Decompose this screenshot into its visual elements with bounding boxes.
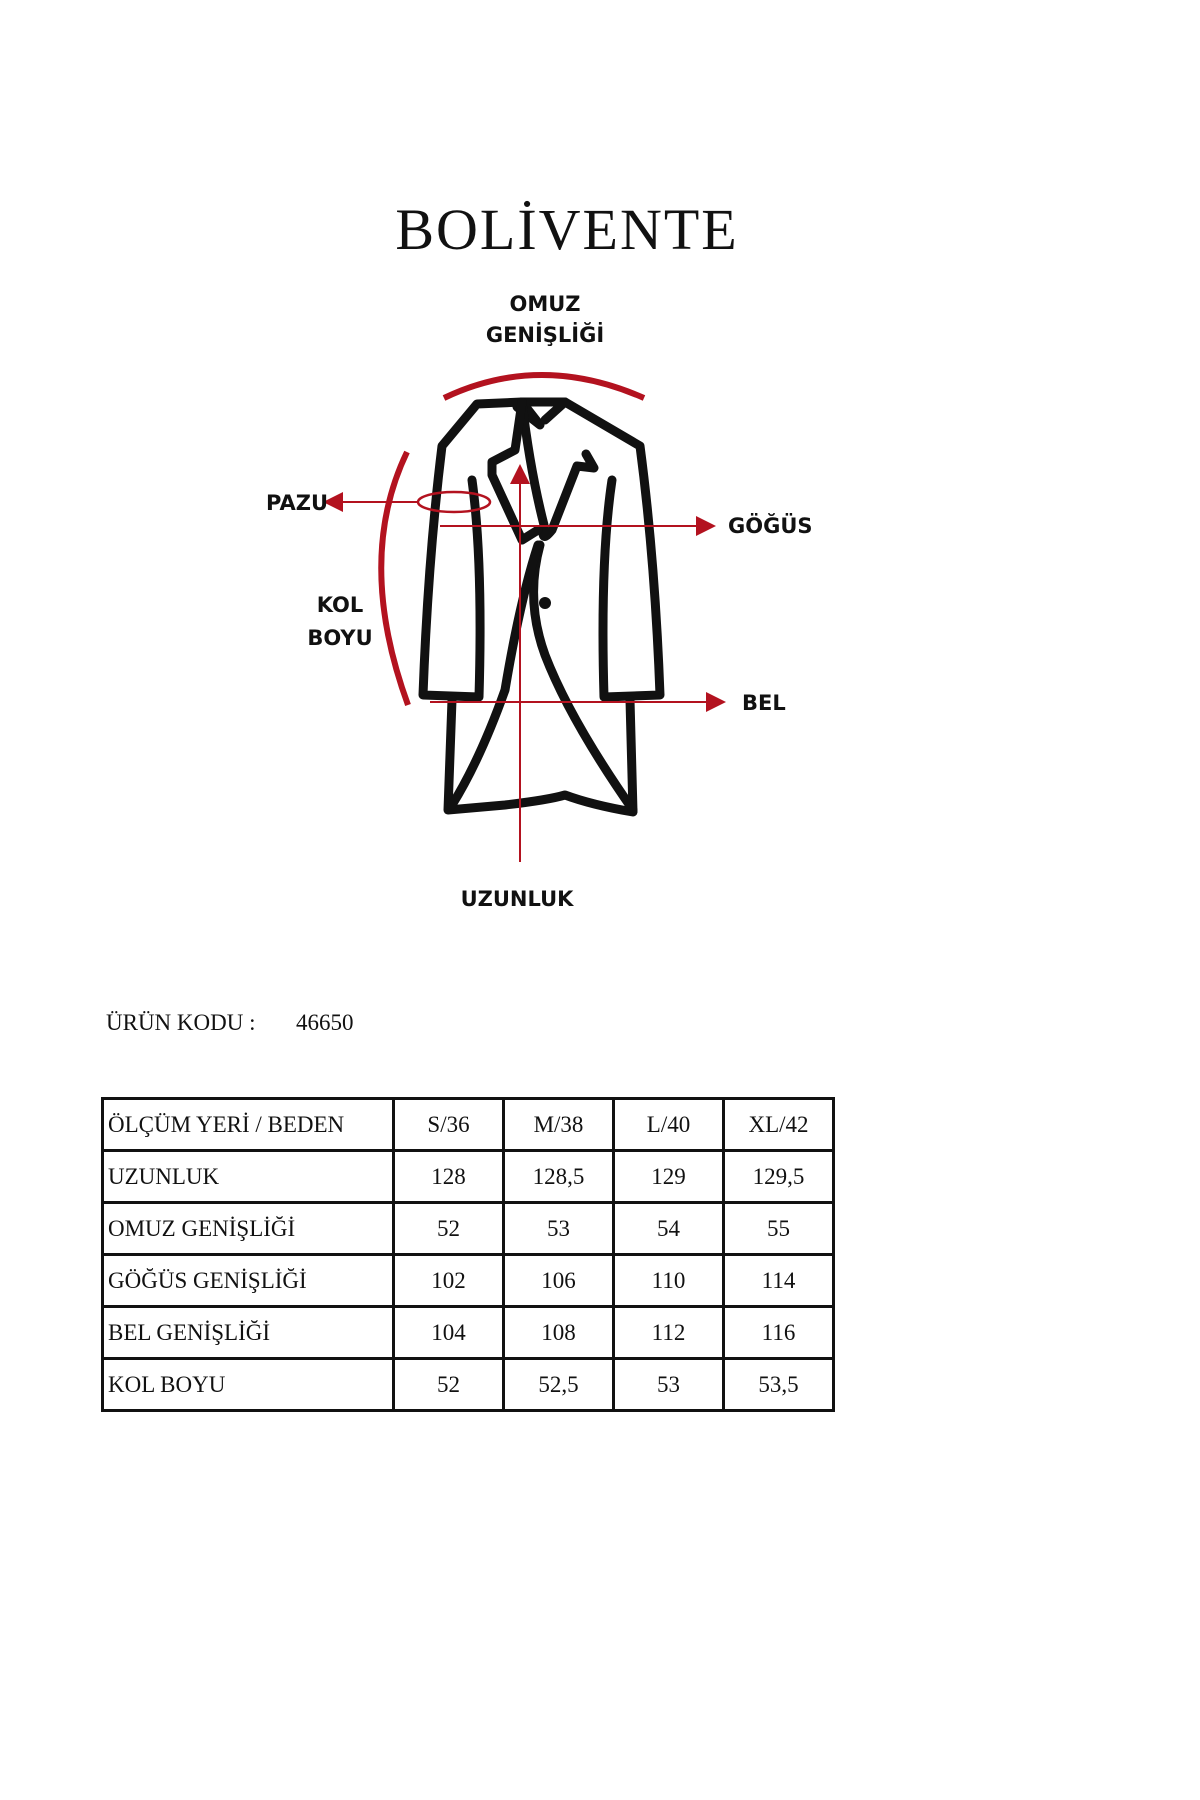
- product-code-label: ÜRÜN KODU :: [106, 1010, 256, 1035]
- table-cell: 53: [614, 1359, 724, 1411]
- table-row: [103, 1307, 834, 1359]
- table-cell: 52: [394, 1203, 504, 1255]
- table-cell: 104: [394, 1307, 504, 1359]
- header-cell: M/38: [504, 1099, 614, 1151]
- brand-logo: BOLİVENTE: [395, 197, 739, 262]
- table-row: [103, 1203, 834, 1255]
- table-cell: 54: [614, 1203, 724, 1255]
- size-chart-table: [101, 1097, 835, 1412]
- table-row: [103, 1151, 834, 1203]
- table-cell: 129: [614, 1151, 724, 1203]
- table-header-row: [103, 1099, 834, 1151]
- label-gogus: GÖĞÜS: [728, 514, 813, 538]
- label-pazu: PAZU: [266, 491, 328, 515]
- label-bel: BEL: [742, 691, 786, 715]
- table-cell: 128,5: [504, 1151, 614, 1203]
- table-cell: 55: [724, 1203, 834, 1255]
- table-cell: 116: [724, 1307, 834, 1359]
- row-label: GÖĞÜS GENİŞLİĞİ: [103, 1255, 394, 1307]
- label-omuz: OMUZ: [509, 292, 581, 316]
- table-cell: 53,5: [724, 1359, 834, 1411]
- row-label: OMUZ GENİŞLİĞİ: [103, 1203, 394, 1255]
- label-kol: KOL: [316, 593, 364, 617]
- table-cell: 112: [614, 1307, 724, 1359]
- header-cell: ÖLÇÜM YERİ / BEDEN: [103, 1099, 394, 1151]
- label-genisligi: GENİŞLİĞİ: [485, 323, 605, 347]
- header-cell: XL/42: [724, 1099, 834, 1151]
- coat-button: [539, 597, 551, 609]
- table-cell: 128: [394, 1151, 504, 1203]
- header-cell: S/36: [394, 1099, 504, 1151]
- table-cell: 108: [504, 1307, 614, 1359]
- table-cell: 106: [504, 1255, 614, 1307]
- table-row: [103, 1359, 834, 1411]
- label-uzunluk: UZUNLUK: [460, 887, 574, 911]
- row-label: KOL BOYU: [103, 1359, 394, 1411]
- table-cell: 102: [394, 1255, 504, 1307]
- header-cell: L/40: [614, 1099, 724, 1151]
- table-cell: 129,5: [724, 1151, 834, 1203]
- table-cell: 52,5: [504, 1359, 614, 1411]
- label-boyu: BOYU: [307, 626, 373, 650]
- shoulder-arc: [444, 375, 644, 398]
- table-cell: 52: [394, 1359, 504, 1411]
- table-cell: 110: [614, 1255, 724, 1307]
- row-label: UZUNLUK: [103, 1151, 394, 1203]
- table-cell: 114: [724, 1255, 834, 1307]
- product-code-value: 46650: [296, 1010, 354, 1035]
- sleeve-arc: [381, 452, 408, 705]
- table-cell: 53: [504, 1203, 614, 1255]
- table-row: [103, 1255, 834, 1307]
- row-label: BEL GENİŞLİĞİ: [103, 1307, 394, 1359]
- product-code-line: [106, 1010, 354, 1036]
- bicep-ellipse: [418, 492, 490, 512]
